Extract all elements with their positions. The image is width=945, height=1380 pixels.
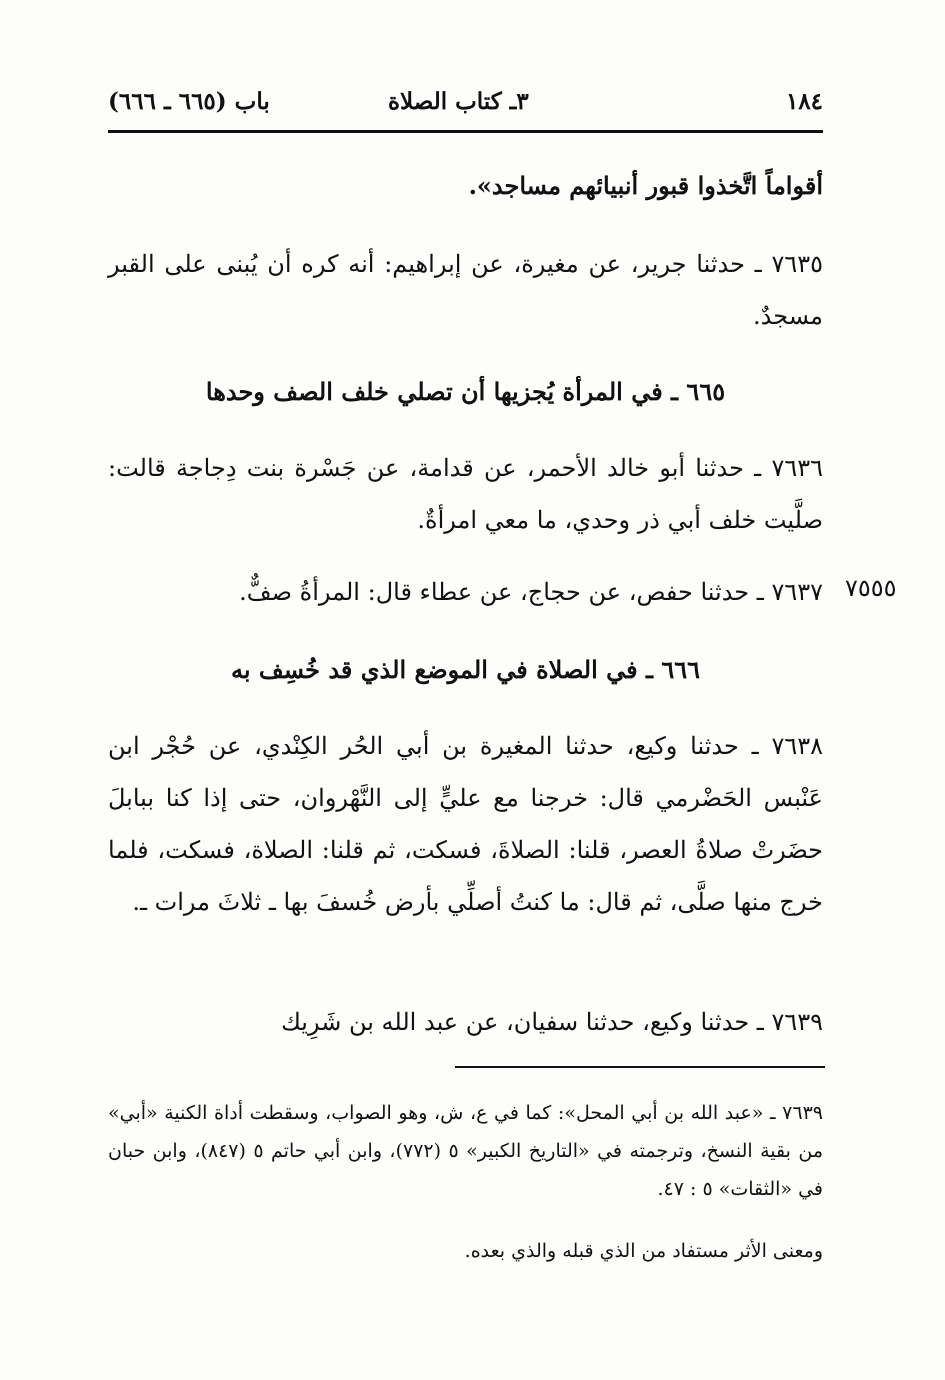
- margin-reference: ٧٥٥٥: [845, 574, 897, 602]
- book-title: ٣ـ كتاب الصلاة: [388, 88, 529, 115]
- hadith-7635: ٧٦٣٥ ـ حدثنا جرير، عن مغيرة، عن إبراهيم: أنه كره أن يُبنى على القبر مسجدٌ.: [108, 250, 823, 330]
- hadith-7636: ٧٦٣٦ ـ حدثنا أبو خالد الأحمر، عن قدامة، عن جَسْرة بنت دِجاجة قالت: صلَّيت خلف أبي ذر وحدي، ما معي امرأةٌ.: [108, 454, 823, 534]
- hadith-7638: ٧٦٣٨ ـ حدثنا وكيع، حدثنا المغيرة بن أبي الحُر الكِنْدي، عن حُجْر ابن عَنْبس الحَضْرمي قال: خرجنا مع عليٍّ إلى النَّهْروان، حتى إذا كنا ببابلَ حضَرتْ صلاةُ العصر، قلنا: الصلاةَ، فسكت، ثم قلنا: الصلاة، فسكت، فلما خرج منها صلَّى، ثم قال: ما كنتُ أصلِّي بأرض خُسفَ بها ـ ثلاثَ مرات ـ.: [108, 732, 824, 916]
- hadith-7637: ٧٦٣٧ ـ حدثنا حفص، عن حجاج، عن عطاء قال: المرأةُ صفٌّ.: [239, 578, 823, 606]
- hadith-7639: ٧٦٣٩ ـ حدثنا وكيع، حدثنا سفيان، عن عبد الله بن شَرِيك: [281, 1008, 823, 1036]
- chapter-heading-665: ٦٦٥ ـ في المرأة يُجزيها أن تصلي خلف الصف وحدها: [205, 377, 726, 406]
- bab-range: باب (٦٦٥ ـ ٦٦٦): [108, 88, 270, 115]
- header-rule: [108, 130, 823, 133]
- continuation-line: أقواماً اتَّخذوا قبور أنبيائهم مساجد».: [468, 171, 823, 200]
- footnote-note: ومعنى الأثر مستفاد من الذي قبله والذي بعده.: [464, 1240, 823, 1262]
- chapter-heading-666: ٦٦٦ ـ في الصلاة في الموضع الذي قد خُسِف به: [230, 655, 701, 684]
- running-header: [108, 82, 823, 122]
- footnote-7639: ٧٦٣٩ ـ «عبد الله بن أبي المحل»: كما في ع، ش، وهو الصواب، وسقطت أداة الكنية «أبي» من بقية النسخ، وترجمته في «التاريخ الكبير» ٥ (٧٧٢)، وابن أبي حاتم ٥ (٨٤٧)، وابن حبان في «الثقات» ٥ : ٤٧.: [108, 1102, 824, 1200]
- page-number: ١٨٤: [785, 88, 823, 115]
- footnote-rule: [455, 1066, 825, 1068]
